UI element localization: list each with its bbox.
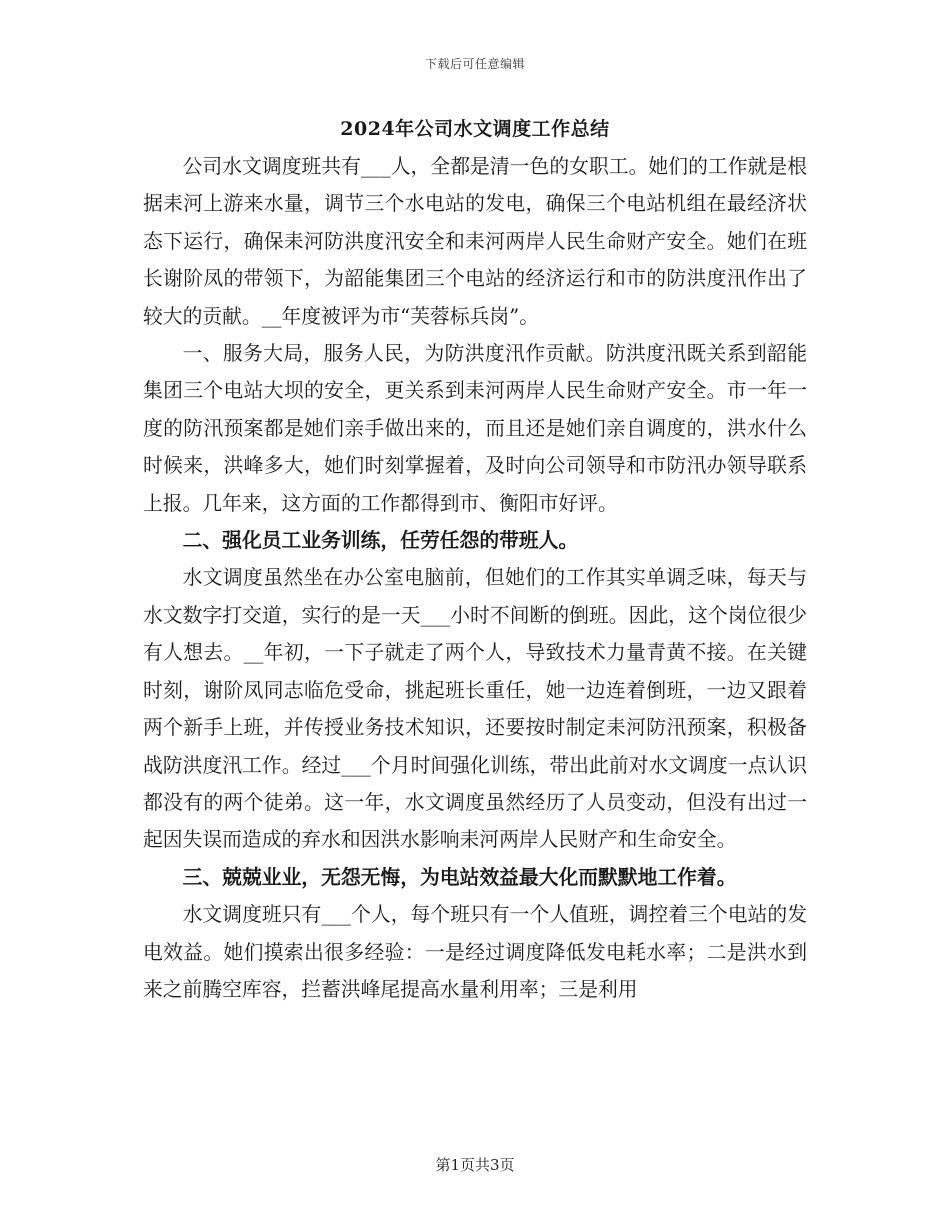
document-title: 2024年公司水文调度工作总结: [340, 118, 610, 140]
section-heading-2: 二、强化员工业务训练，任劳任怨的带班人。: [182, 528, 579, 553]
paragraph-section-1: 一、服务大局，服务人民，为防洪度汛作贡献。防洪度汛既关系到韶能集团三个电站大坝的安全，更关系到耒河两岸人民生命财产安全。市一年一度的防汛预案都是她们亲手做出来的，而且还是她们亲自调度的，洪水什么时候来，洪峰多大，她们时刻掌握着，及时向公司领导和市防汛办领导联系上报。几年来，这方面的工作都得到市、衡阳市好评。: [143, 342, 807, 515]
section-heading-3: 三、兢兢业业，无怨无悔，为电站效益最大化而默默地工作着。: [182, 864, 737, 889]
document-body: [143, 148, 807, 1008]
paragraph-section-2: 水文调度虽然坐在办公室电脑前，但她们的工作其实单调乏味，每天与水文数字打交道，实行的是一天___小时不间断的倒班。因此，这个岗位很少有人想去。__年初，一下子就走了两个人，导致技术力量青黄不接。在关键时刻，谢阶凤同志临危受命，挑起班长重任，她一边连着倒班，一边又跟着两个新手上班，并传授业务技术知识，还要按时制定耒河防汛预案，积极备战防洪度汛工作。经过___个月时间强化训练，带出此前对水文调度一点认识都没有的两个徒弟。这一年，水文调度虽然经历了人员变动，但没有出过一起因失误而造成的弃水和因洪水影响耒河两岸人民财产和生命安全。: [143, 566, 807, 852]
paragraph-section-3: 水文调度班只有___个人，每个班只有一个人值班，调控着三个电站的发电效益。她们摸索出很多经验：一是经过调度降低发电耗水率；二是洪水到来之前腾空库容，拦蓄洪峰尾提高水量利用率；三是利用: [143, 903, 807, 1001]
page-number-footer: 第1页共3页: [435, 1156, 515, 1174]
header-note: 下载后可任意编辑: [424, 57, 525, 71]
paragraph-intro: 公司水文调度班共有___人，全都是清一色的女职工。她们的工作就是根据耒河上游来水量，调节三个水电站的发电，确保三个电站机组在最经济状态下运行，确保耒河防洪度汛安全和耒河两岸人民生命财产安全。她们在班长谢阶凤的带领下，为韶能集团三个电站的经济运行和市的防洪度汛作出了较大的贡献。__年度被评为市“芙蓉标兵岗”。: [143, 155, 807, 328]
